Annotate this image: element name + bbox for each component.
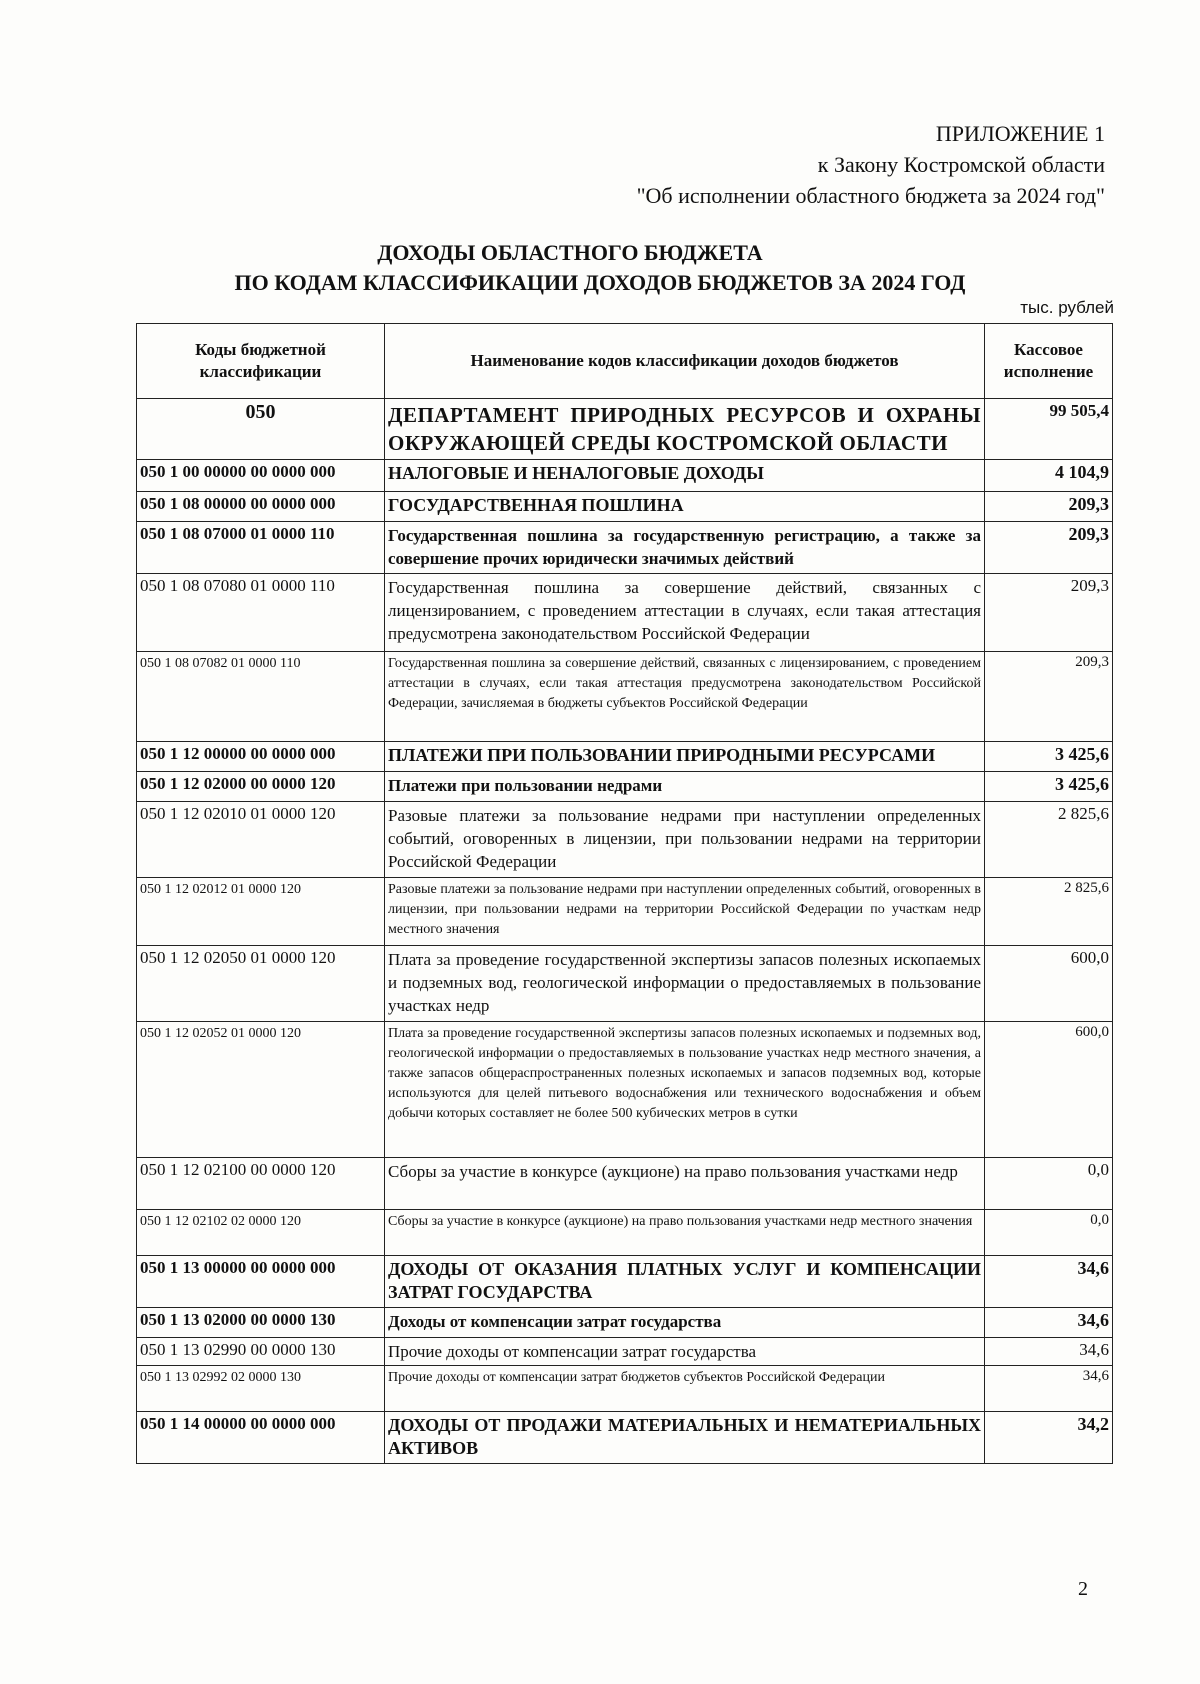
row-amount: 34,2 — [985, 1412, 1113, 1464]
row-name: Платежи при пользовании недрами — [385, 772, 985, 802]
table-row — [137, 1338, 1113, 1366]
table-row — [137, 574, 1113, 652]
row-code: 050 1 00 00000 00 0000 000 — [137, 460, 385, 492]
table-row — [137, 522, 1113, 574]
row-amount: 3 425,6 — [985, 742, 1113, 772]
header-name: Наименование кодов классификации доходов бюджетов — [385, 324, 985, 399]
table-row — [137, 802, 1113, 878]
row-name: ДОХОДЫ ОТ ПРОДАЖИ МАТЕРИАЛЬНЫХ И НЕМАТЕРИАЛЬНЫХ АКТИВОВ — [385, 1412, 985, 1464]
row-code: 050 1 14 00000 00 0000 000 — [137, 1412, 385, 1464]
row-amount: 2 825,6 — [985, 878, 1113, 946]
row-code: 050 1 12 02000 00 0000 120 — [137, 772, 385, 802]
title-line-2: ПО КОДАМ КЛАССИФИКАЦИИ ДОХОДОВ БЮДЖЕТОВ ЗА 2024 ГОД — [234, 270, 966, 295]
table-row — [137, 399, 1113, 460]
row-name: ГОСУДАРСТВЕННАЯ ПОШЛИНА — [385, 492, 985, 522]
row-code: 050 1 12 02012 01 0000 120 — [137, 878, 385, 946]
row-code: 050 1 08 07000 01 0000 110 — [137, 522, 385, 574]
row-name: Разовые платежи за пользование недрами при наступлении определенных событий, оговоренных в лицензии, при пользовании недрами на территории Российской Федерации по участкам недр местного значения — [385, 878, 985, 946]
table-row — [137, 946, 1113, 1022]
row-name: ДЕПАРТАМЕНТ ПРИРОДНЫХ РЕСУРСОВ И ОХРАНЫ ОКРУЖАЮЩЕЙ СРЕДЫ КОСТРОМСКОЙ ОБЛАСТИ — [385, 399, 985, 460]
row-name: ПЛАТЕЖИ ПРИ ПОЛЬЗОВАНИИ ПРИРОДНЫМИ РЕСУРСАМИ — [385, 742, 985, 772]
row-amount: 2 825,6 — [985, 802, 1113, 878]
row-amount: 3 425,6 — [985, 772, 1113, 802]
header-code: Коды бюджетной классификации — [137, 324, 385, 399]
table-row — [137, 742, 1113, 772]
row-name: Плата за проведение государственной экспертизы запасов полезных ископаемых и подземных вод, геологической информации о предоставляемых в пользование участках недр местного значения, а также запасов общераспространенных полезных ископаемых и запасов подземных вод, которые используются для целей питьевого водоснабжения или технического водоснабжения и объем добычи которых составляет не более 500 кубических метров в сутки — [385, 1022, 985, 1158]
appendix-header — [637, 118, 1105, 211]
title-line-1: ДОХОДЫ ОБЛАСТНОГО БЮДЖЕТА — [377, 240, 763, 265]
table-row — [137, 1412, 1113, 1464]
header-amount: Кассовое исполнение — [985, 324, 1113, 399]
row-amount: 0,0 — [985, 1210, 1113, 1256]
row-name: Прочие доходы от компенсации затрат бюджетов субъектов Российской Федерации — [385, 1366, 985, 1412]
row-name: Сборы за участие в конкурсе (аукционе) на право пользования участками недр — [385, 1158, 985, 1210]
row-code: 050 1 08 07082 01 0000 110 — [137, 652, 385, 742]
row-code: 050 1 08 00000 00 0000 000 — [137, 492, 385, 522]
row-amount: 209,3 — [985, 492, 1113, 522]
row-amount: 99 505,4 — [985, 399, 1113, 460]
row-name: ДОХОДЫ ОТ ОКАЗАНИЯ ПЛАТНЫХ УСЛУГ И КОМПЕНСАЦИИ ЗАТРАТ ГОСУДАРСТВА — [385, 1256, 985, 1308]
row-amount: 209,3 — [985, 522, 1113, 574]
table-header-row — [137, 324, 1113, 399]
row-name: Государственная пошлина за государственную регистрацию, а также за совершение прочих юридически значимых действий — [385, 522, 985, 574]
row-code: 050 1 12 02102 02 0000 120 — [137, 1210, 385, 1256]
row-amount: 209,3 — [985, 574, 1113, 652]
table-row — [137, 1022, 1113, 1158]
table-row — [137, 1210, 1113, 1256]
row-amount: 0,0 — [985, 1158, 1113, 1210]
row-name: НАЛОГОВЫЕ И НЕНАЛОГОВЫЕ ДОХОДЫ — [385, 460, 985, 492]
appendix-title: ПРИЛОЖЕНИЕ 1 — [935, 121, 1105, 146]
revenue-table — [136, 323, 1113, 1464]
row-name: Государственная пошлина за совершение действий, связанных с лицензированием, с проведением аттестации в случаях, если такая аттестация предусмотрена законодательством Российской Федерации, зачисляемая в бюджеты субъектов Российской Федерации — [385, 652, 985, 742]
row-name: Сборы за участие в конкурсе (аукционе) на право пользования участками недр местного значения — [385, 1210, 985, 1256]
page-number: 2 — [1078, 1578, 1088, 1600]
row-name: Разовые платежи за пользование недрами при наступлении определенных событий, оговоренных в лицензии, при пользовании недрами на территории Российской Федерации — [385, 802, 985, 878]
row-name: Прочие доходы от компенсации затрат государства — [385, 1338, 985, 1366]
table-row — [137, 1308, 1113, 1338]
table-row — [137, 1256, 1113, 1308]
row-code: 050 1 12 02052 01 0000 120 — [137, 1022, 385, 1158]
appendix-law-name: "Об исполнении областного бюджета за 2024 год" — [636, 183, 1105, 208]
row-code: 050 1 12 02010 01 0000 120 — [137, 802, 385, 878]
row-amount: 34,6 — [985, 1366, 1113, 1412]
row-amount: 34,6 — [985, 1308, 1113, 1338]
row-amount: 4 104,9 — [985, 460, 1113, 492]
row-amount: 600,0 — [985, 1022, 1113, 1158]
document-title — [0, 238, 1200, 298]
row-code: 050 — [137, 399, 385, 460]
row-name: Плата за проведение государственной экспертизы запасов полезных ископаемых и подземных вод, геологической информации о предоставляемых в пользование участках недр — [385, 946, 985, 1022]
row-name: Доходы от компенсации затрат государства — [385, 1308, 985, 1338]
row-code: 050 1 08 07080 01 0000 110 — [137, 574, 385, 652]
row-code: 050 1 13 02000 00 0000 130 — [137, 1308, 385, 1338]
row-code: 050 1 13 02990 00 0000 130 — [137, 1338, 385, 1366]
units-label: тыс. рублей — [1020, 298, 1114, 317]
row-code: 050 1 13 02992 02 0000 130 — [137, 1366, 385, 1412]
row-code: 050 1 12 00000 00 0000 000 — [137, 742, 385, 772]
table-row — [137, 492, 1113, 522]
row-amount: 209,3 — [985, 652, 1113, 742]
row-name: Государственная пошлина за совершение действий, связанных с лицензированием, с проведением аттестации в случаях, если такая аттестация предусмотрена законодательством Российской Федерации — [385, 574, 985, 652]
table-row — [137, 652, 1113, 742]
table-row — [137, 460, 1113, 492]
table-row — [137, 1158, 1113, 1210]
appendix-law-reference: к Закону Костромской области — [817, 152, 1105, 177]
table-row — [137, 772, 1113, 802]
row-code: 050 1 12 02100 00 0000 120 — [137, 1158, 385, 1210]
row-code: 050 1 12 02050 01 0000 120 — [137, 946, 385, 1022]
table-row — [137, 878, 1113, 946]
row-code: 050 1 13 00000 00 0000 000 — [137, 1256, 385, 1308]
row-amount: 34,6 — [985, 1338, 1113, 1366]
row-amount: 600,0 — [985, 946, 1113, 1022]
table-row — [137, 1366, 1113, 1412]
row-amount: 34,6 — [985, 1256, 1113, 1308]
